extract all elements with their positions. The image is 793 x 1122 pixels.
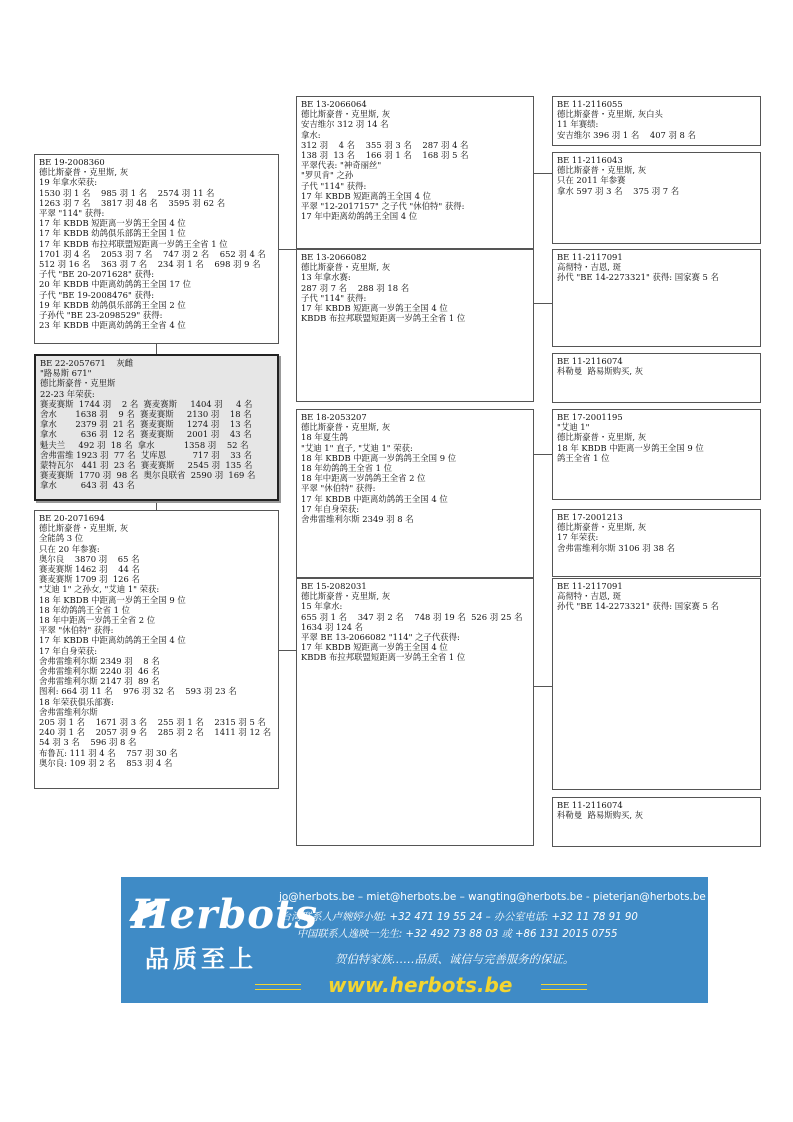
pedigree-text-line: 18 年幼鸽鸽王全省 1 位 [39,604,130,615]
great-grandparent-box-6 [552,509,761,577]
connector-line [533,686,552,687]
connector-line [533,303,552,304]
pedigree-text-line: 舍弗雷维利尔斯 2240 羽 46 名 [39,666,160,677]
pedigree-text-line: 安吉维尔 396 羽 1 名 407 羽 8 名 [557,129,696,140]
pedigree-text-line: 18 年幼鸽鸽王全省 1 位 [301,463,392,474]
pedigree-text-line: "艾迪 1" [557,422,590,433]
pedigree-text-line: 德比斯豪普・克里斯, 灰 [301,109,391,120]
pedigree-text-line: 布鲁瓦: 111 羽 4 名 757 羽 30 名 [39,747,178,758]
sire-box [34,154,279,344]
pedigree-text-line: 655 羽 1 名 347 羽 2 名 748 羽 19 名 526 羽 25 名 [301,611,523,622]
pedigree-text-line: 19 年拿水荣获: [39,177,98,188]
great-grandparent-box-2 [552,152,761,244]
pedigree-text-line: 17 年荣获: [557,532,599,543]
pedigree-text-line: 18 年中距离一岁鸽鸽王全省 2 位 [301,473,426,484]
pedigree-text-line: 全能鸽 3 位 [39,533,84,544]
connector-line [533,173,552,174]
pedigree-text-line: 魁夫兰 492 羽 18 名 拿水 1358 羽 52 名 [40,439,249,450]
pedigree-text-line: 1530 羽 1 名 985 羽 1 名 2574 羽 11 名 [39,187,215,198]
pedigree-text-line: 赛麦赛斯 1770 羽 98 名 奥尔良联省 2590 羽 169 名 [40,470,256,481]
pedigree-text-line: 德比斯豪普・克里斯, 灰 [39,167,129,178]
pedigree-text-line: 平翠代表: "神奇丽丝" [301,160,382,171]
pedigree-text-line: 17 年 KBDB 布拉邦联盟短距离一岁鸽王全省 1 位 [39,238,228,249]
pedigree-text-line: 孙代 "BE 14-2273321" 获得: 国家赛 5 名 [557,601,719,612]
pedigree-text-line: BE 13-2066082 [301,252,367,262]
pedigree-text-line: 17 年中距离幼鸽鸽王全国 4 位 [301,211,418,222]
dam-sire-box [296,409,534,578]
pedigree-text-line: 舍弗雷维 1923 羽 77 名 艾库恩 717 羽 33 名 [40,449,252,460]
pedigree-text-line: 拿水 597 羽 3 名 375 羽 7 名 [557,185,680,196]
pedigree-text-line: 德比斯豪普・克里斯, 灰 [301,591,391,602]
pedigree-text-line: 舍弗雷维利尔斯 3106 羽 38 名 [557,542,675,553]
decorative-divider [541,984,587,990]
pedigree-text-line: BE 11-2116055 [557,99,623,109]
pedigree-text-line: 17 年 KBDB 短距离一岁鸽王全国 4 位 [39,218,186,229]
pedigree-text-line: 赛麦赛斯 1744 羽 2 名 赛麦赛斯 1404 羽 4 名 [40,398,253,409]
pedigree-text-line: KBDB 布拉邦联盟短距离一岁鸽王全省 1 位 [301,313,466,324]
pedigree-text-line: 18 年 KBDB 中距离一岁鸽鸽王全国 9 位 [301,452,457,463]
pedigree-text-line: 只在 2011 年参赛 [557,175,626,186]
pedigree-text-line: 德比斯豪普・克里斯, 灰 [557,522,647,533]
pedigree-text-line: 子代 "BE 20-2071628" 获得: [39,269,155,280]
pedigree-text-line: 拿水 2379 羽 21 名 赛麦赛斯 1274 羽 13 名 [40,419,252,430]
pedigree-text-line: 18 年荣获俱乐部赛: [39,696,114,707]
pedigree-text-line: BE 11-2116074 [557,800,623,810]
slogan: 品质至上 [145,945,257,973]
pedigree-text-line: 德比斯豪普・克里斯, 灰 [301,422,391,433]
pedigree-text-line: 鸽王全省 1 位 [557,452,610,463]
pedigree-text-line: 17 年 KBDB 中距离幼鸽鸽王全国 4 位 [39,635,186,646]
great-grandparent-box-8 [552,797,761,847]
pedigree-text-line: 高彻特・吉恩, 斑 [557,262,621,273]
pedigree-text-line: 20 年 KBDB 中距离幼鸽鸽王全国 17 位 [39,279,192,290]
pedigree-text-line: 德比斯豪普・克里斯 [40,378,116,389]
pedigree-text-line: BE 17-2001213 [557,512,623,522]
pedigree-text-line: 17 年 KBDB 短距离一岁鸽王全国 4 位 [301,642,448,653]
pedigree-text-line: 科勒曼 路易斯购买, 灰 [557,366,644,377]
pedigree-text-line: 高彻特・吉恩, 斑 [557,591,621,602]
pedigree-text-line: 1701 羽 4 名 2053 羽 7 名 747 羽 2 名 652 羽 4 名 [39,248,266,259]
pedigree-text-line: 子代 "BE 19-2008476" 获得: [39,289,155,300]
pedigree-text-line: BE 11-2117091 [557,252,623,262]
pedigree-text-line: KBDB 布拉邦联盟短距离一岁鸽王全省 1 位 [301,652,466,663]
pedigree-text-line: 舍弗雷维利尔斯 [39,706,98,717]
pedigree-text-line: 1263 羽 7 名 3817 羽 48 名 3595 羽 62 名 [39,197,226,208]
pedigree-text-line: 德比斯豪普・克里斯, 灰 [557,165,647,176]
pedigree-text-line: 子孙代 "BE 23-2098529" 获得: [39,310,163,321]
pedigree-text-line: 23 年 KBDB 中距离幼鸽鸽王全省 4 位 [39,320,186,331]
pedigree-text-line: 17 年自身荣获: [39,645,98,656]
pedigree-text-line: 18 年 KBDB 中距离一岁鸽王全国 9 位 [39,594,186,605]
pedigree-text-line: 平翠 BE 13-2066082 "114" 之子代获得: [301,632,460,643]
pedigree-text-line: "艾迪 1" 直子, "艾迪 1" 荣获: [301,442,413,453]
pedigree-text-line: 287 羽 7 名 288 羽 18 名 [301,282,410,293]
pedigree-text-line: BE 11-2116043 [557,155,623,165]
great-grandparent-box-7 [552,578,761,790]
connector-line [533,454,552,455]
pedigree-text-line: 拿水 643 羽 43 名 [40,480,135,491]
dam-dam-box [296,578,534,846]
great-grandparent-box-1 [552,96,761,146]
pedigree-text-line: 138 羽 13 名 166 羽 1 名 168 羽 5 名 [301,150,469,161]
pedigree-text-line: BE 20-2071694 [39,513,105,523]
great-grandparent-box-5 [552,409,761,500]
pedigree-text-line: 孙代 "BE 14-2273321" 获得: 国家赛 5 名 [557,272,719,283]
great-grandparent-box-3 [552,249,761,347]
pedigree-text-line: 平翠 "休伯特" 获得: [39,625,114,636]
pedigree-text-line: 奥尔良 3870 羽 65 名 [39,553,140,564]
pedigree-text-line: 17 年自身荣获: [301,503,360,514]
pedigree-text-line: BE 11-2116074 [557,356,623,366]
pedigree-text-line: 13 年拿水赛: [301,272,351,283]
pedigree-text-line: 平翠 "12-2017157" 之子代 "休伯特" 获得: [301,201,465,212]
pedigree-text-line: 蒙特瓦尔 441 羽 23 名 赛麦赛斯 2545 羽 135 名 [40,460,253,471]
pedigree-text-line: 德比斯豪普・克里斯, 灰 [39,523,129,534]
pedigree-text-line: BE 17-2001195 [557,412,623,422]
pedigree-text-line: 17 年 KBDB 幼鸽俱乐部鸽王全国 1 位 [39,228,186,239]
pedigree-text-line: 240 羽 1 名 2057 羽 9 名 285 羽 2 名 1411 羽 12 名 [39,727,272,738]
pedigree-text-line: 54 羽 3 名 596 羽 8 名 [39,737,137,748]
website-link[interactable]: www.herbots.be [328,973,513,997]
pedigree-text-line: BE 19-2008360 [39,157,105,167]
pedigree-text-line: BE 18-2053207 [301,412,367,422]
pedigree-text-line: 17 年 KBDB 短距离一岁鸽王全国 4 位 [301,303,448,314]
pedigree-text-line: 平翠 "休伯特" 获得: [301,483,376,494]
dam-box [34,510,279,789]
pedigree-text-line: 22-23 年荣获: [40,388,95,399]
pedigree-text-line: 奥尔良: 109 羽 2 名 853 羽 4 名 [39,757,173,768]
connector-line [156,344,157,354]
pedigree-text-line: 赛麦赛斯 1462 羽 44 名 [39,564,140,575]
pedigree-text-line: 平翠 "114" 获得: [39,208,105,219]
pedigree-text-line: 赛麦赛斯 1709 羽 126 名 [39,574,140,585]
pedigree-text-line: 205 羽 1 名 1671 羽 3 名 255 羽 1 名 2315 羽 5 名 [39,717,266,728]
pedigree-text-line: 安吉维尔 312 羽 14 名 [301,119,389,130]
pedigree-text-line: 17 年 KBDB 中距离幼鸽鸽王全国 4 位 [301,493,448,504]
pedigree-text-line: 19 年 KBDB 幼鸽俱乐部鸽王全国 2 位 [39,299,186,310]
contact-emails: jo@herbots.be – miet@herbots.be – wangting@herbots.be - pieterjan@herbots.be [279,891,706,903]
pedigree-text-line: 德比斯豪普・克里斯, 灰 [301,262,391,273]
great-grandparent-box-4 [552,353,761,403]
pedigree-text-line: 18 年夏生鸽 [301,432,348,443]
pedigree-text-line: 18 年 KBDB 中距离一岁鸽王全国 9 位 [557,442,704,453]
pedigree-text-line: 科勒曼 路易斯购买, 灰 [557,810,644,821]
pedigree-text-line: 图利: 664 羽 11 名 976 羽 32 名 593 羽 23 名 [39,686,237,697]
pedigree-text-line: BE 22-2057671 灰雌 [40,358,134,368]
decorative-divider [255,984,301,990]
pedigree-text-line: 拿水: [301,129,321,140]
china-contact: 中国联系人逸映一先生: +32 492 73 88 03 或 +86 131 2015 0755 [297,929,618,940]
pedigree-text-line: 15 年拿水: [301,601,343,612]
pedigree-text-line: "艾迪 1" 之孙女, "艾迪 1" 荣获: [39,584,160,595]
pedigree-text-line: "路易斯 671" [40,368,92,379]
pedigree-text-line: 子代 "114" 获得: [301,180,367,191]
pedigree-text-line: 512 羽 16 名 363 羽 7 名 234 羽 1 名 698 羽 9 名 [39,259,261,270]
pedigree-text-line: 舍弗雷维利尔斯 2147 羽 89 名 [39,676,160,687]
herbots-logo: Herbots [131,891,318,938]
pedigree-text-line: 1634 羽 124 名 [301,621,364,632]
pedigree-text-line: 德比斯豪普・克里斯, 灰白头 [557,109,663,120]
pedigree-text-line: 子代 "114" 获得: [301,292,367,303]
pedigree-text-line: BE 11-2117091 [557,581,623,591]
pedigree-text-line: 舍水 1638 羽 9 名 赛麦赛斯 2130 羽 18 名 [40,409,252,420]
connector-line [156,501,157,510]
taiwan-contact: 台湾联系人卢婉婷小姐: +32 471 19 55 24 – 办公室电话: +32 11 78 91 90 [281,912,638,923]
pedigree-text-line: 只在 20 年参赛: [39,543,100,554]
pedigree-text-line: 17 年 KBDB 短距离鸽王全国 4 位 [301,190,431,201]
pedigree-text-line: 312 羽 4 名 355 羽 3 名 287 羽 4 名 [301,139,469,150]
sire-sire-box [296,96,534,249]
pedigree-text-line: 11 年赛绩: [557,119,599,130]
connector-line [278,650,296,651]
pedigree-text-line: 舍弗雷维利尔斯 2349 羽 8 名 [39,655,160,666]
connector-line [278,249,296,250]
pedigree-text-line: BE 15-2082031 [301,581,367,591]
pedigree-text-line: 18 年中距离一岁鸽王全省 2 位 [39,615,156,626]
sire-dam-box [296,249,534,402]
pedigree-text-line: 舍弗雷维利尔斯 2349 羽 8 名 [301,514,414,525]
tagline: 贺伯特家族……品质、诚信与完善服务的保证。 [335,952,575,966]
pedigree-text-line: BE 13-2066064 [301,99,367,109]
herbots-banner [121,877,708,1003]
pedigree-text-line: 拿水 636 羽 12 名 赛麦赛斯 2001 羽 43 名 [40,429,252,440]
pedigree-text-line: "罗贝肯" 之孙 [301,170,354,181]
pedigree-text-line: 德比斯豪普・克里斯, 灰 [557,432,647,443]
subject-pigeon-box [34,354,279,501]
